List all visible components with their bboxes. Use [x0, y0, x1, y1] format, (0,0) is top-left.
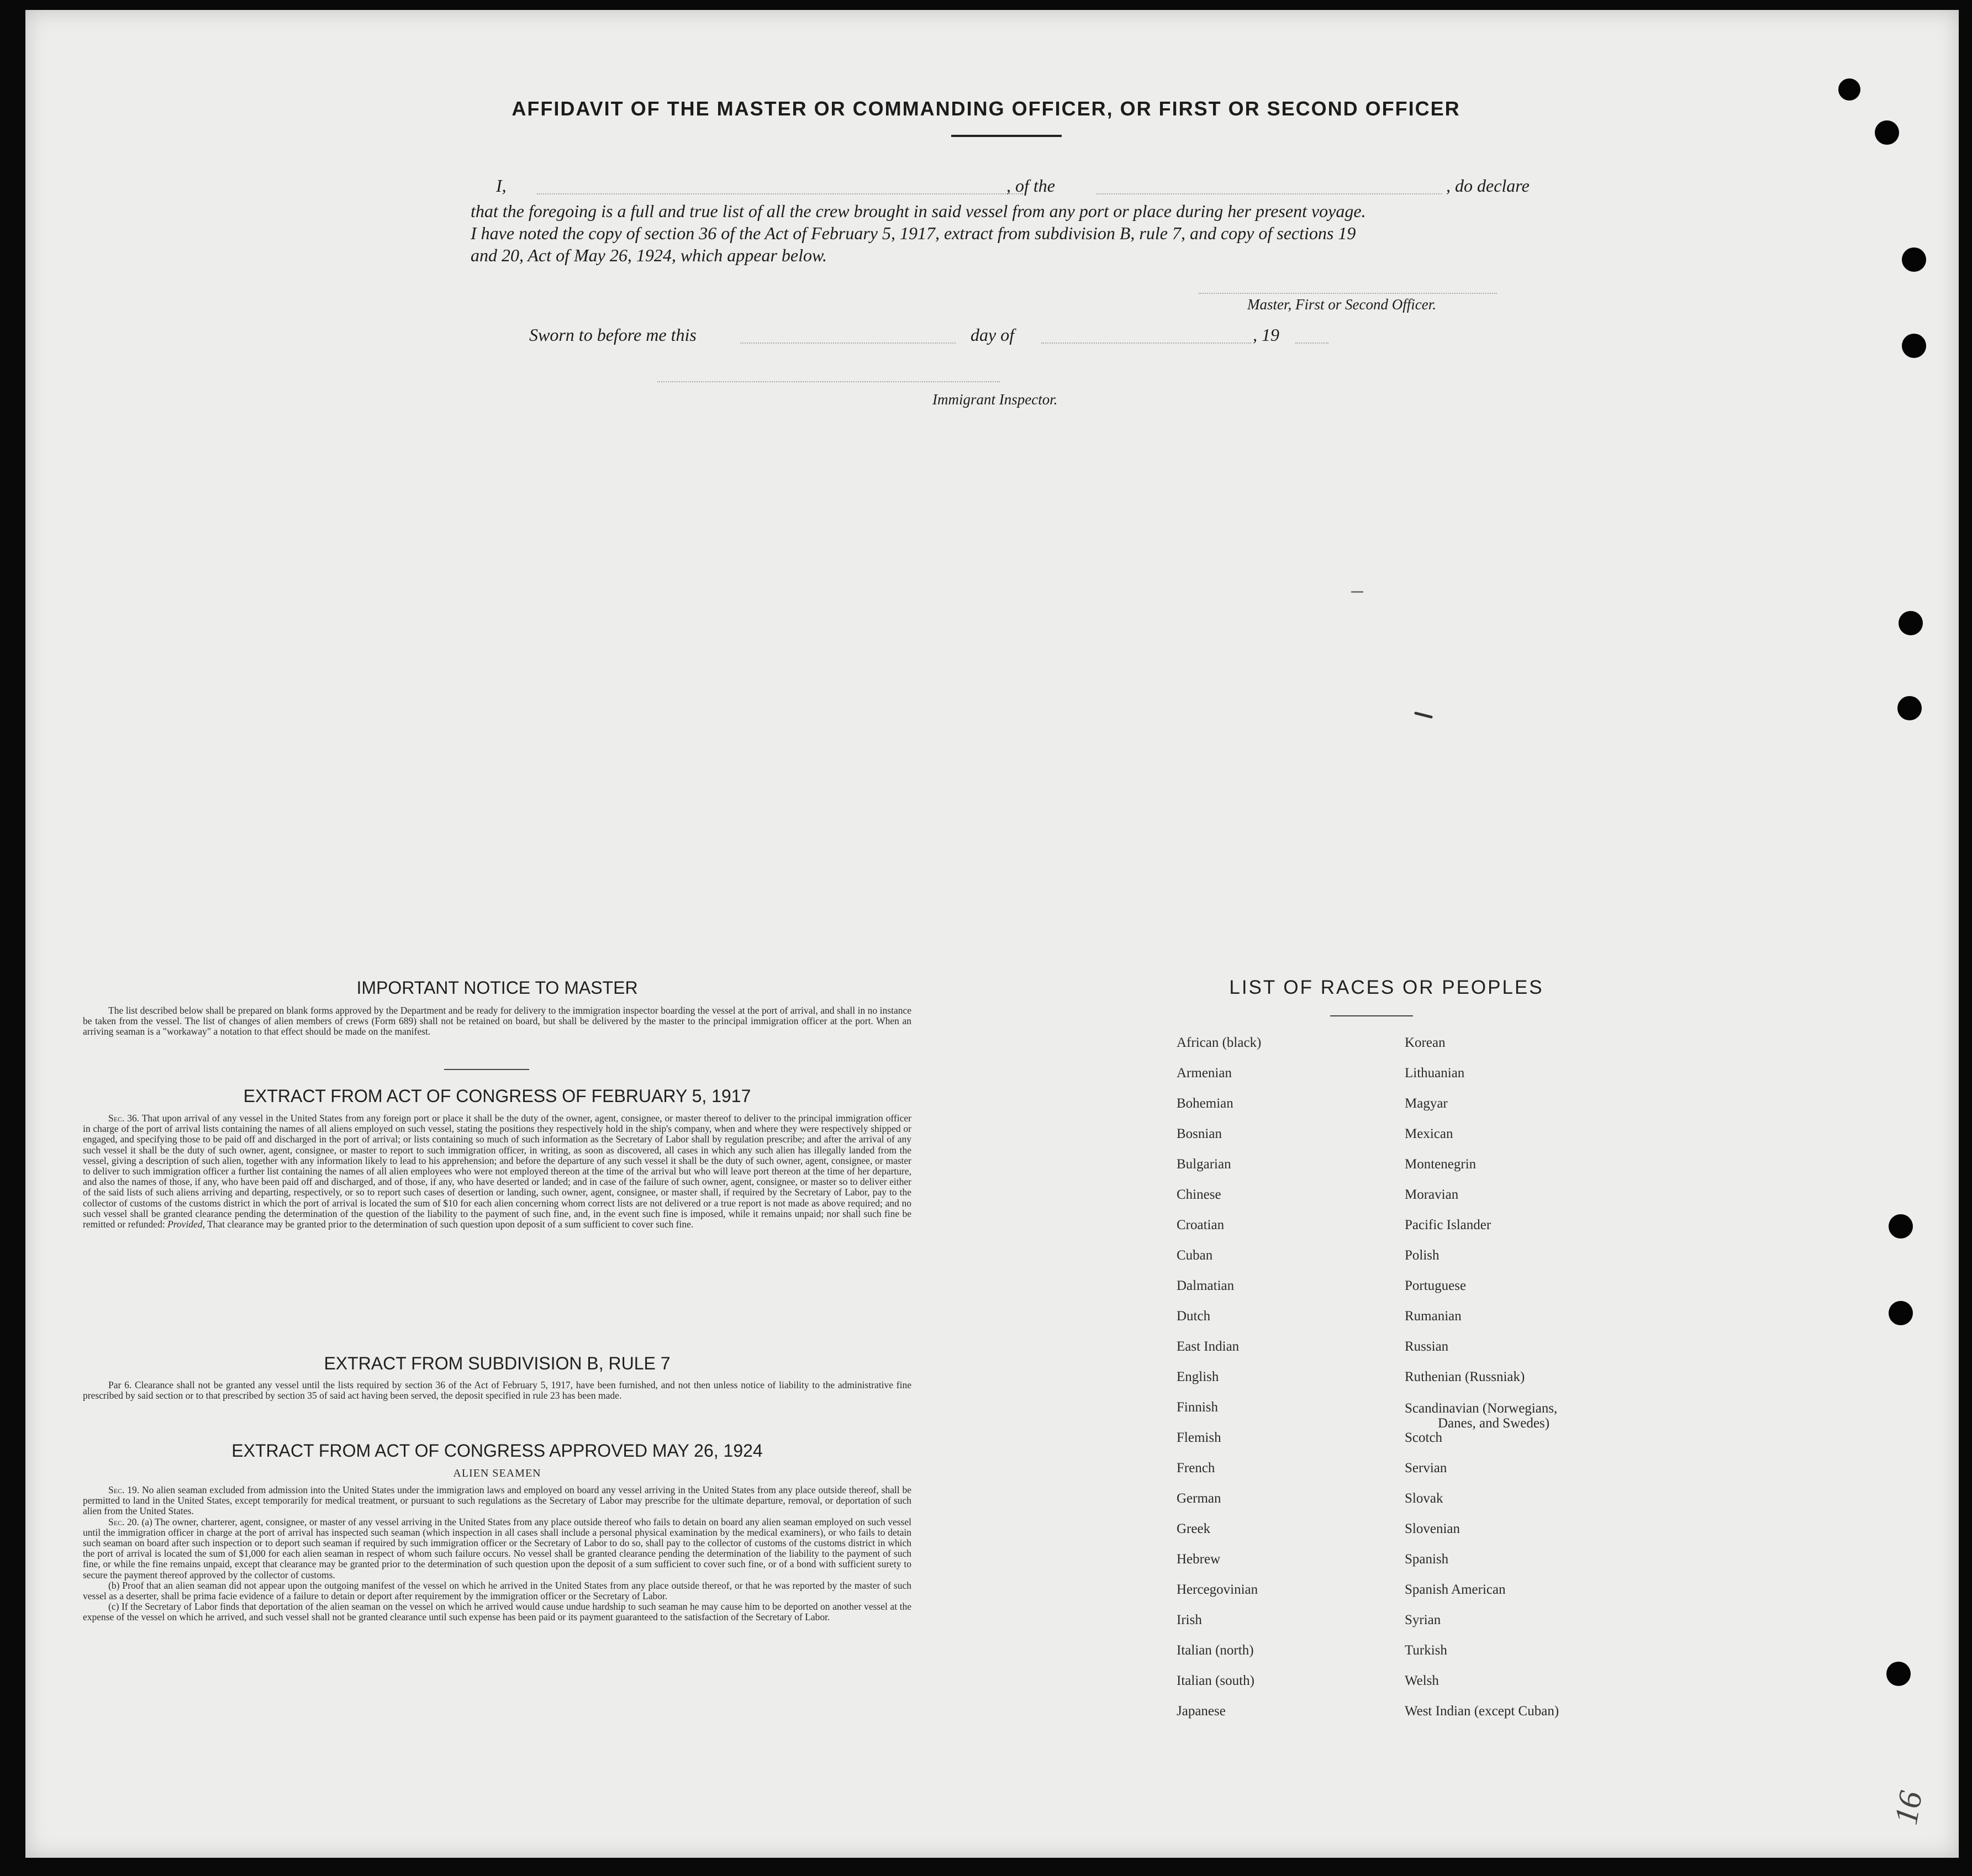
race-item: Irish [1177, 1612, 1202, 1627]
sec-20-label: Sec. 20. [108, 1516, 139, 1527]
race-item: Montenegrin [1405, 1157, 1477, 1172]
declare-text: , do declare [1446, 176, 1530, 196]
race-item: Ruthenian (Russniak) [1405, 1369, 1525, 1384]
races-column-1 [1177, 1027, 1261, 1726]
extract-1917-body [83, 1113, 911, 1230]
rule7-paragraph: Par 6. Clearance shall not be granted any vessel until the lists required by section 36 of the Act of February 5, 1917, have been furnished, and not then unless notice of liability to the administrative fine prescribed by said section or to that prescribed by section 35 of said act having been served, the deposit specified in rule 23 has been made. [83, 1379, 911, 1401]
binder-hole [1889, 1301, 1913, 1325]
declarant-prefix: I, [496, 176, 507, 196]
race-item: Rumanian [1405, 1309, 1462, 1324]
notice-paragraph: The list described below shall be prepared on blank forms approved by the Department and be ready for delivery to the immigration inspector boarding the vessel at the port of arrival, and shall in no instance be taken from the vessel. The list of changes of alien members of crews (Form 689) shall not be retained on board, but shall be delivered by the master to the principal immigration officer at the port. When an arriving seaman is a "workaway" a notation to that effect should be made on the manifest. [83, 1005, 911, 1037]
race-item: Portuguese [1405, 1278, 1467, 1293]
race-item: Bulgarian [1177, 1157, 1231, 1172]
race-item: Italian (north) [1177, 1643, 1254, 1658]
extract-rule7-body [83, 1380, 911, 1401]
race-item: Dalmatian [1177, 1278, 1235, 1293]
race-item-continuation: Danes, and Swedes) [1438, 1416, 1550, 1431]
affidavit-body-line-2: I have noted the copy of section 36 of the Act of February 5, 1917, extract from subdivision B, rule 7, and copy of sections 19 [471, 223, 1356, 243]
race-item: German [1177, 1491, 1221, 1506]
sworn-month-field[interactable] [1041, 342, 1251, 344]
sec-19-label: Sec. 19. [108, 1484, 140, 1495]
race-item: Japanese [1177, 1704, 1226, 1719]
extract-1917-heading: EXTRACT FROM ACT OF CONGRESS OF FEBRUARY 5, 1917 [243, 1086, 751, 1106]
of-the-text: , of the [1006, 176, 1055, 196]
race-item: Chinese [1177, 1187, 1221, 1202]
binder-hole [1875, 120, 1899, 145]
binder-hole [1902, 247, 1926, 272]
sworn-text: Sworn to before me this [529, 325, 697, 345]
race-item: Hercegovinian [1177, 1582, 1258, 1597]
divider [444, 1069, 529, 1070]
race-item: Slovak [1405, 1491, 1443, 1506]
race-item: Servian [1405, 1461, 1447, 1475]
race-item: Mexican [1405, 1126, 1453, 1141]
master-signature-field[interactable] [1199, 293, 1497, 294]
inspector-signature-field[interactable] [657, 381, 1000, 382]
race-item: Russian [1405, 1339, 1449, 1354]
race-item: East Indian [1177, 1339, 1240, 1354]
vessel-name-field[interactable] [1096, 193, 1442, 194]
binder-hole [1897, 696, 1922, 720]
notice-heading: IMPORTANT NOTICE TO MASTER [356, 978, 638, 998]
race-item: Croatian [1177, 1218, 1225, 1232]
declarant-name-field[interactable] [537, 193, 1023, 194]
alien-seamen-subheading: ALIEN SEAMEN [453, 1467, 541, 1479]
race-item: Syrian [1405, 1612, 1441, 1627]
race-item: Pacific Islander [1405, 1218, 1491, 1232]
race-item: Cuban [1177, 1248, 1213, 1263]
race-item: Flemish [1177, 1430, 1221, 1445]
year-prefix-text: , 19 [1253, 325, 1279, 345]
races-heading: LIST OF RACES OR PEOPLES [1229, 977, 1544, 998]
sec-20c-text: (c) If the Secretary of Labor finds that deportation of the alien seaman on the vessel on which he arrived would cause undue hardship to such seaman he may cause him to be deported on another vessel at the expense of the vessel on which he arrived, and such vessel shall not be granted clearance until such expense has been paid or its payment guaranteed to the satisfaction of the Secretary of Labor. [83, 1601, 911, 1623]
race-item: Armenian [1177, 1066, 1232, 1081]
race-item: Bosnian [1177, 1126, 1222, 1141]
race-item: Korean [1405, 1035, 1446, 1050]
sec-20b-text: (b) Proof that an alien seaman did not appear upon the outgoing manifest of the vessel on which he arrived in the United States from any place outside thereof, or that he was reported by the master of such vessel as a deserter, shall be prima facie evidence of a failure to detain or deport after requirement by the immigration officer or the Secretary of Labor. [83, 1579, 911, 1602]
race-item: Moravian [1405, 1187, 1459, 1202]
extract-1924-heading: EXTRACT FROM ACT OF CONGRESS APPROVED MAY 26, 1924 [231, 1441, 763, 1461]
proviso-label: Provided, [167, 1219, 205, 1230]
race-item: Spanish American [1405, 1582, 1506, 1597]
races-divider [1330, 1015, 1413, 1016]
race-item: Finnish [1177, 1400, 1219, 1415]
title-underline [951, 135, 1062, 137]
race-item: Turkish [1405, 1643, 1447, 1658]
race-item: Polish [1405, 1248, 1440, 1263]
day-of-text: day of [971, 325, 1015, 345]
race-item: Slovenian [1405, 1521, 1460, 1536]
proviso-text: That clearance may be granted prior to the determination of such question upon deposit of a sum sufficient to cover such fine. [207, 1219, 694, 1230]
race-item: English [1177, 1369, 1219, 1384]
affidavit-body-line-1: that the foregoing is a full and true list of all the crew brought in said vessel from any port or place during her present voyage. [471, 201, 1366, 221]
extract-rule7-heading: EXTRACT FROM SUBDIVISION B, RULE 7 [324, 1353, 671, 1373]
race-item: French [1177, 1461, 1215, 1475]
race-item: African (black) [1177, 1035, 1262, 1050]
race-item: Lithuanian [1405, 1066, 1465, 1081]
binder-hole [1902, 334, 1926, 358]
race-item: Scotch [1405, 1430, 1443, 1445]
inspector-label: Immigrant Inspector. [932, 391, 1058, 408]
race-item: Spanish [1405, 1552, 1449, 1567]
race-item: Bohemian [1177, 1096, 1233, 1111]
affidavit-title: AFFIDAVIT OF THE MASTER OR COMMANDING OFFICER, OR FIRST OR SECOND OFFICER [512, 97, 1460, 120]
sworn-day-field[interactable] [740, 342, 956, 344]
margin-annotation: 16 [1887, 1788, 1929, 1827]
binder-hole [1886, 1662, 1911, 1686]
master-signature-label: Master, First or Second Officer. [1247, 296, 1436, 313]
binder-hole [1889, 1214, 1913, 1239]
race-item: Italian (south) [1177, 1673, 1254, 1688]
sec-36-label: Sec. 36. [108, 1113, 140, 1124]
binder-hole [1899, 611, 1923, 635]
race-item: Dutch [1177, 1309, 1211, 1324]
affidavit-body-line-3: and 20, Act of May 26, 1924, which appear below. [471, 245, 827, 265]
race-item: Magyar [1405, 1096, 1448, 1111]
notice-text [83, 1005, 911, 1037]
sec-19-text: No alien seaman excluded from admission into the United States under the immigration laws and employed on board any vessel arriving in the United States from any place outside thereof, shall be permitted to land in the United States, except temporarily for medical treatment, or pursuant to such regulations as the Secretary of Labor may prescribe for the ultimate departure, removal, or deportation of such alien from the United States. [83, 1484, 911, 1517]
sec-20a-text: (a) The owner, charterer, agent, consignee, or master of any vessel arriving in the United States from any place outside thereof who fails to detain on board any alien seaman employed on such vessel until the immigration officer in charge at the port of arrival has inspected such seaman (which inspection in all cases shall include a personal physical examination by the medical examiners), or who fails to detain such seaman on board after such inspection or to deport such seaman if required by such immigration officer or the Secretary of Labor to do so, shall pay to the collector of customs of the customs district in which the port of arrival is located the sum of $1,000 for each alien seaman in respect of whom such failure occurs. No vessel shall be granted clearance pending the determination of the liability to the payment of such fine, or while the fine remains unpaid, except that clearance may be granted prior to the determination of such question upon the deposit of a sum sufficient to cover such fine, or of a bond with sufficient surety to secure the payment thereof approved by the collector of customs. [83, 1516, 911, 1580]
race-item: Hebrew [1177, 1552, 1221, 1567]
sec-36-text: That upon arrival of any vessel in the United States from any foreign port or place it shall be the duty of the owner, agent, consignee, or master thereof to deliver to the principal immigration officer in charge of the port of arrival lists containing the names of all aliens employed on such vessel, stating the positions they respectively hold in the ship's company, when and where they were respectively shipped or engaged, and specifying those to be paid off and discharged in the port of arrival; or lists containing so much of such information as the Secretary of Labor shall by regulation prescribe; and after the arrival of any such vessel it shall be the duty of such owner, agent, consignee, or master to report to such immigration officer, in writing, as soon as discovered, all cases in which any such alien has illegally landed from the vessel, giving a description of such alien, together with any information likely to lead to his apprehension; and before the departure of any such vessel it shall be the duty of such owner, agent, consignee, or master to deliver to such immigration officer a further list containing the names of all alien employees who were not employed thereon at the time of the arrival but who will leave port thereon at the time of her departure, and also the names of those, if any, who have been paid off and discharged, and of those, if any, who have deserted or landed; and in case of the failure of such owner, agent, consignee, or master so to deliver either of the said lists of such aliens arriving and departing, respectively, or so to report such cases of desertion or landing, such owner, agent, consignee, or master shall, if required by the Secretary of Labor, pay to the collector of customs of the customs district in which the port of arrival is located the sum of $10 for each alien concerning whom correct lists are not delivered or a true report is not made as above required; and no such vessel shall be granted clearance pending the determination of the question of the liability to the payment of such fine, and, in the event such fine is imposed, while it remains unpaid; nor shall such fine be remitted or refunded: [83, 1113, 911, 1230]
races-column-2 [1405, 1027, 1559, 1726]
race-item: West Indian (except Cuban) [1405, 1704, 1559, 1719]
extract-1924-body [83, 1485, 911, 1623]
race-item: Welsh [1405, 1673, 1439, 1688]
stray-mark [1351, 591, 1363, 593]
race-item: Scandinavian (Norwegians, [1405, 1401, 1558, 1416]
race-item: Greek [1177, 1521, 1211, 1536]
sworn-year-field[interactable] [1295, 342, 1328, 344]
